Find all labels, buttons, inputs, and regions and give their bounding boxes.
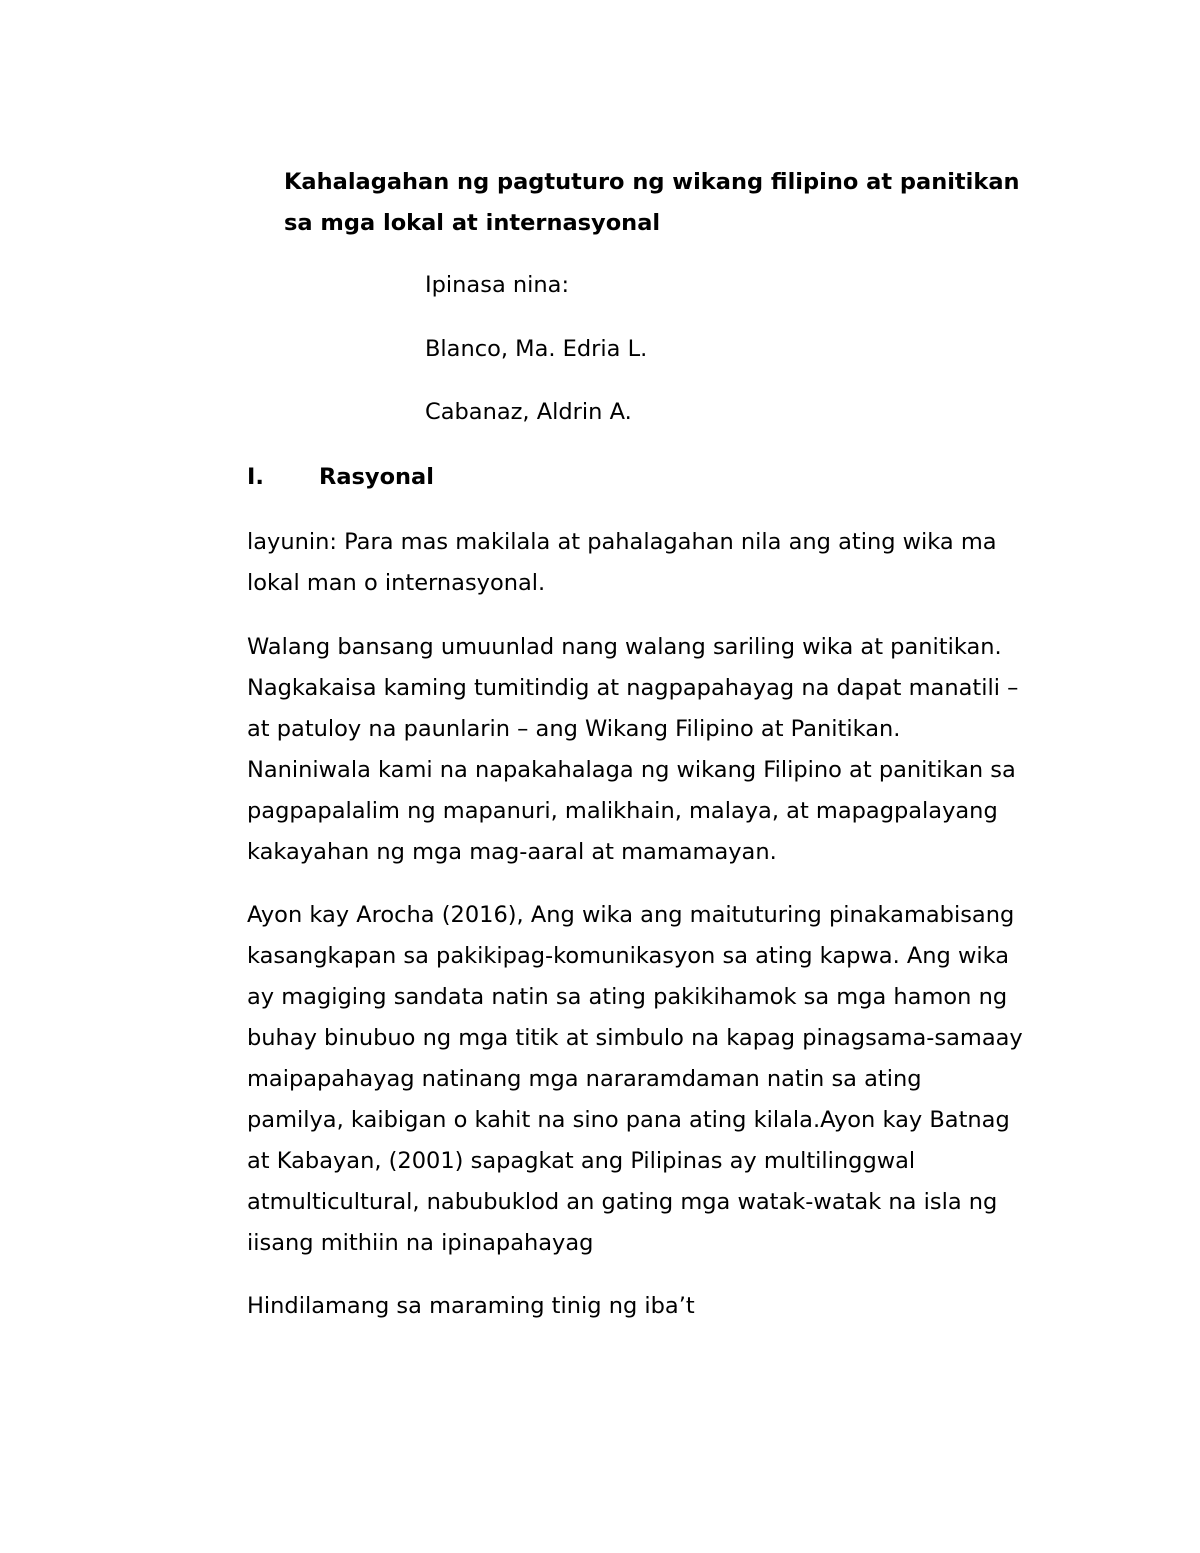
body-paragraph [247, 895, 1023, 1264]
text-line: Naniniwala kami na napakahalaga ng wikang Filipino at panitikan sa [247, 757, 1016, 783]
text-line: Hindilamang sa maraming tinig ng iba’t [247, 1293, 695, 1319]
text-line: Nagkakaisa kaming tumitindig at nagpapahayag na dapat manatili – [247, 675, 1019, 701]
text-line: kakayahan ng mga mag-aaral at mamamayan. [247, 839, 777, 865]
text-line: Walang bansang umuunlad nang walang sariling wika at panitikan. [247, 634, 1002, 660]
objective-paragraph [247, 522, 997, 604]
author-name: Cabanaz, Aldrin A. [425, 399, 632, 425]
body-paragraph [247, 1286, 695, 1327]
text-line: maipapahayag natinang mga nararamdaman natin sa ating [247, 1066, 922, 1092]
document-title [284, 162, 1104, 244]
text-line: iisang mithiin na ipinapahayag [247, 1230, 594, 1256]
text-line: atmulticultural, nabubuklod an gating mga watak-watak na isla ng [247, 1189, 998, 1215]
author-name: Blanco, Ma. Edria L. [425, 336, 648, 362]
text-line: Ayon kay Arocha (2016), Ang wika ang maituturing pinakamabisang [247, 902, 1015, 928]
text-line: pamilya, kaibigan o kahit na sino pana ating kilala.Ayon kay Batnag [247, 1107, 1010, 1133]
text-line: kasangkapan sa pakikipag-komunikasyon sa ating kapwa. Ang wika [247, 943, 1010, 969]
text-line: buhay binubuo ng mga titik at simbulo na kapag pinagsama-samaay [247, 1025, 1023, 1051]
body-paragraph [247, 627, 1018, 873]
title-line: Kahalagahan ng pagtuturo ng wikang filipino at panitikan [284, 169, 1020, 195]
section-number: I. [247, 464, 264, 490]
text-line: ay magiging sandata natin sa ating pakikihamok sa mga hamon ng [247, 984, 1008, 1010]
text-line: at Kabayan, (2001) sapagkat ang Pilipinas ay multilinggwal [247, 1148, 916, 1174]
title-line: sa mga lokal at internasyonal [284, 210, 661, 236]
text-line: layunin: Para mas makilala at pahalagahan nila ang ating wika ma [247, 529, 997, 555]
section-title: Rasyonal [319, 464, 434, 490]
text-line: at patuloy na paunlarin – ang Wikang Filipino at Panitikan. [247, 716, 901, 742]
submitted-by-label: Ipinasa nina: [425, 272, 570, 298]
text-line: lokal man o internasyonal. [247, 570, 546, 596]
text-line: pagpapalalim ng mapanuri, malikhain, malaya, at mapagpalayang [247, 798, 998, 824]
